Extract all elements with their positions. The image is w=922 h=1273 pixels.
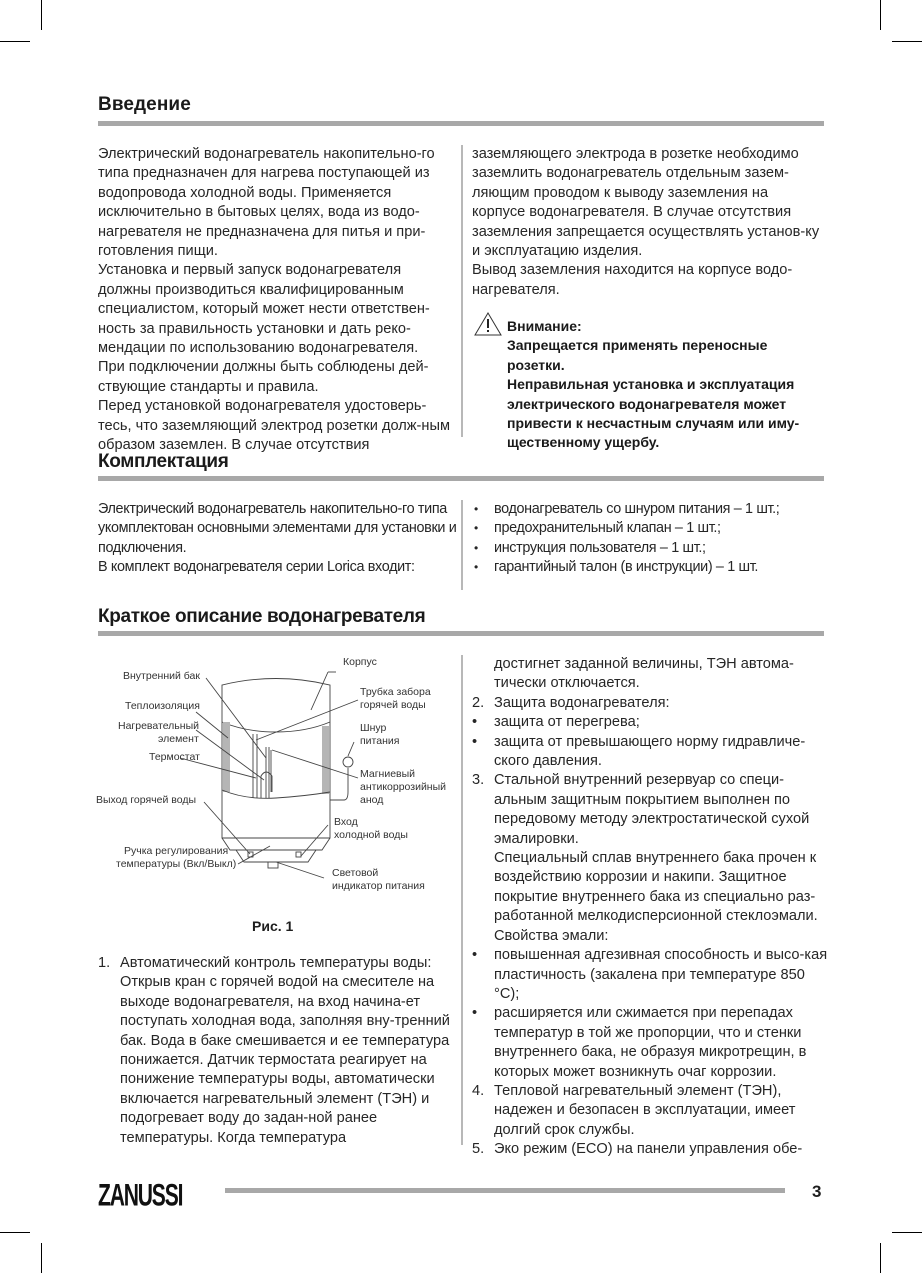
label-cord: Шнур — [360, 722, 387, 734]
intro-right-column — [472, 145, 824, 300]
label-knob: Ручка регулирования — [124, 845, 229, 857]
label-heater: элемент — [158, 733, 199, 745]
crop-mark — [880, 0, 881, 30]
bullet-icon: • — [474, 502, 478, 516]
kit-list — [472, 500, 827, 578]
kit-paragraph: Электрический водонагреватель накопительно-го типа укомплектован основными элементами для установки и подключения. — [98, 501, 457, 556]
kit-list-item: • водонагреватель со шнуром питания – 1 шт.; — [472, 500, 827, 519]
crop-mark — [0, 1232, 30, 1233]
bullet-icon: • — [472, 714, 478, 731]
bullet-icon: • — [474, 521, 478, 536]
kit-list-item: • инструкция пользователя – 1 шт.; — [472, 539, 827, 558]
figure-caption: Рис. 1 — [252, 918, 294, 934]
crop-mark — [892, 1232, 922, 1233]
label-hot-pipe: горячей воды — [360, 699, 426, 711]
label-anode: антикоррозийный — [360, 781, 447, 793]
label-inner-tank: Внутренний бак — [123, 670, 200, 682]
warning-triangle-icon — [474, 312, 502, 336]
description-list-item: 1. Автоматический контроль температуры воды: Открыв кран с горячей водой на смесителе на выходе водонагревателя, на вход начина-ет поступать холодная вода, заполняя вну-тренний бак. Вода в баке смешивается и ее температура понижается. Датчик термостата реагирует на понижение температуры воды, автоматически включается нагревательный элемент (ТЭН) и подогревает воду до задан-ной ранее температуры. Когда температура — [98, 955, 450, 1146]
warning-title: Внимание: — [507, 318, 582, 334]
crop-mark — [41, 0, 42, 30]
description-list-item: • защита от превышающего норму гидравличе-ского давления. — [472, 733, 806, 770]
description-list — [98, 954, 458, 1148]
section-title-kit: Комплектация — [98, 451, 229, 472]
crop-mark — [41, 1243, 42, 1273]
bullet-icon: • — [474, 560, 478, 575]
description-list-item: • повышенная адгезивная способность и высо-кая пластичность (закалена при температуре 850 °С); — [472, 947, 828, 1002]
description-left-column — [98, 954, 458, 1148]
label-heater: Нагревательный — [118, 720, 199, 732]
intro-paragraph: При подключении должны быть соблюдены дей-ствующие стандарты и правила. — [98, 359, 429, 395]
label-thermostat: Термостат — [149, 751, 200, 763]
description-list-item: 2. Защита водонагревателя: — [472, 694, 670, 711]
description-list-item: Специальный сплав внутреннего бака прочен к воздействию коррозии и накипи. Защитное покрытие внутреннего бака из специально раз-работанной мелкодисперсионной стеклоэмали. Свойства эмали: — [494, 850, 818, 944]
description-list-item: • защита от перегрева; — [472, 713, 830, 732]
section-title-intro: Введение — [98, 94, 191, 115]
label-cold-in: холодной воды — [334, 829, 408, 841]
kit-list-column — [472, 500, 827, 578]
brand-logo: ZANUSSI — [98, 1178, 183, 1213]
section-rule — [98, 631, 824, 636]
description-list-item: 4. Тепловой нагревательный элемент (ТЭН), надежен и безопасен в эксплуатации, имеет долгий срок службы. — [472, 1082, 796, 1138]
crop-mark — [892, 41, 922, 42]
label-cord: питания — [360, 735, 400, 747]
description-list-item: • расширяется или сжимается при перепадах температур в той же пропорции, что и стенки внутреннего бака, не образуя микротрещин, в которых может возникнуть очаг коррозии. — [472, 1005, 807, 1080]
column-divider — [461, 655, 463, 1145]
label-hot-pipe: Трубка забора — [360, 686, 431, 698]
label-anode: анод — [360, 794, 384, 806]
description-list-item: 5. Эко режим (ECO) на панели управления обе- — [472, 1141, 803, 1158]
intro-paragraph: заземляющего электрода в розетке необходимо заземлить водонагреватель отдельным зазем-ляющим проводом к выводу заземления на корпусе водонагревателя. В случае отсутствия заземления запрещается осуществлять установ-ку и эксплуатацию изделия. — [472, 146, 820, 260]
kit-left-column — [98, 500, 458, 578]
page-number: 3 — [812, 1182, 822, 1201]
bullet-icon: • — [472, 1005, 478, 1022]
column-divider — [461, 145, 463, 437]
description-list-item: достигнет заданной величины, ТЭН автома-тически отключается. — [494, 656, 794, 692]
description-right-column — [472, 655, 830, 1160]
water-heater-diagram — [96, 650, 456, 890]
crop-mark — [0, 41, 30, 42]
footer-rule — [225, 1188, 785, 1193]
section-rule — [98, 121, 824, 126]
kit-list-item: • предохранительный клапан – 1 шт.; — [472, 519, 827, 538]
intro-left-column — [98, 145, 453, 456]
kit-paragraph: В комплект водонагревателя серии Lorica входит: — [98, 559, 415, 576]
intro-paragraph: Вывод заземления находится на корпусе водо-нагревателя. — [472, 262, 793, 298]
warning-text — [507, 317, 827, 453]
label-anode: Магниевый — [360, 768, 416, 780]
intro-paragraph: Перед установкой водонагревателя удостоверь-тесь, что заземляющий электрод розетки долж-ным образом заземлен. В случае отсутствия — [98, 398, 450, 454]
section-rule — [98, 476, 824, 481]
section-title-description: Краткое описание водонагревателя — [98, 606, 426, 627]
intro-paragraph: Электрический водонагреватель накопительно-го типа предназначен для нагрева поступающей из водопровода холодной воды. Применяется исключительно в бытовых целях, вода из водо-нагревателя не предназначена для питья и при-готовления пищи. — [98, 146, 435, 260]
warning-line: Запрещается применять переносные розетки. — [507, 337, 768, 373]
bullet-icon: • — [472, 947, 478, 964]
kit-list-item: • гарантийный талон (в инструкции) – 1 шт. — [472, 558, 827, 577]
column-divider — [461, 500, 463, 590]
bullet-icon: • — [472, 733, 478, 750]
label-indicator: индикатор питания — [332, 880, 425, 892]
bullet-icon: • — [474, 540, 478, 555]
label-hot-out: Выход горячей воды — [96, 794, 197, 806]
description-list — [472, 655, 830, 1160]
crop-mark — [880, 1243, 881, 1273]
label-body: Корпус — [343, 656, 377, 668]
label-insulation: Теплоизоляция — [125, 700, 200, 712]
label-indicator: Световой — [332, 867, 379, 879]
label-cold-in: Вход — [334, 816, 358, 828]
warning-line: Неправильная установка и эксплуатация электрического водонагревателя может привести к несчастным случаям или иму-щественному ущербу. — [507, 376, 800, 451]
label-knob: температуры (Вкл/Выкл) — [116, 858, 237, 870]
description-list-item: 3. Стальной внутренний резервуар со специ-альным защитным покрытием выполнен по передовому методу электростатической сухой эмалировки. — [472, 772, 810, 847]
intro-paragraph: Установка и первый запуск водонагревателя должны производиться квалифицированным специалистом, который может нести ответствен-ность за правильность установки и дать реко-мендации по использованию водонагревателя. — [98, 262, 430, 357]
